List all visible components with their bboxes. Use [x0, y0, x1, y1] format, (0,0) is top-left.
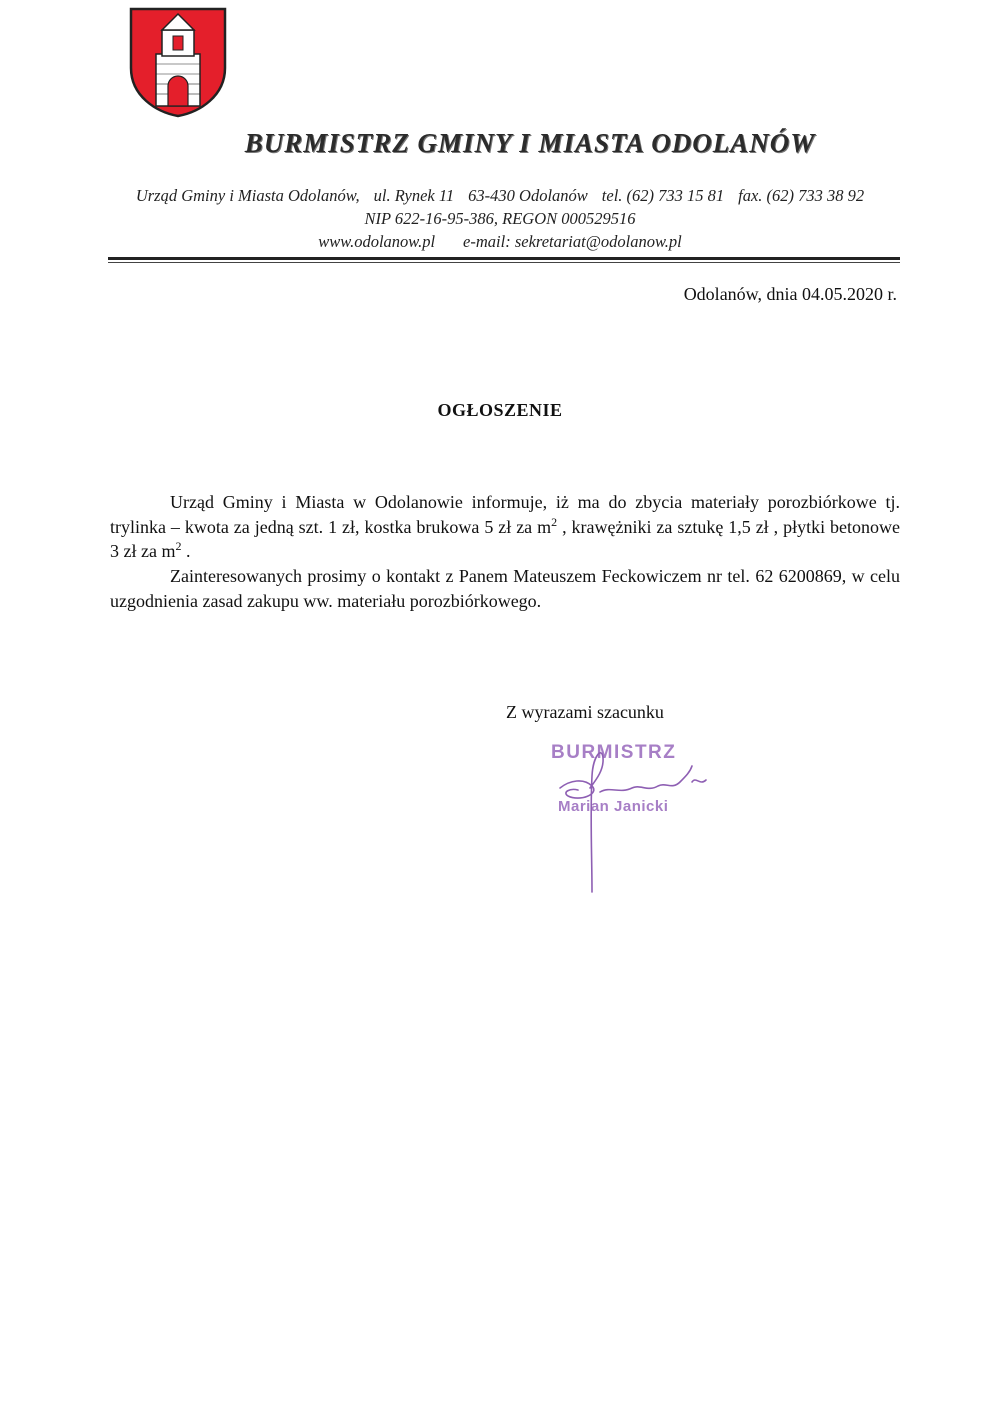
announcement-heading: OGŁOSZENIE: [437, 400, 563, 420]
office-fax: fax. (62) 733 38 92: [738, 186, 865, 205]
office-postcode: 63-430 Odolanów: [468, 186, 588, 205]
office-name: Urząd Gminy i Miasta Odolanów,: [135, 186, 360, 205]
letterhead-title: BURMISTRZ GMINY I MIASTA ODOLANÓW: [244, 128, 816, 158]
closing-phrase: Z wyrazami szacunku: [506, 702, 664, 722]
superscript-unit: 2: [551, 514, 558, 529]
letterhead-divider: [108, 257, 900, 260]
handwritten-signature: [540, 736, 740, 896]
paragraph-materials: [110, 490, 900, 564]
date-line: Odolanów, dnia 04.05.2020 r.: [683, 284, 897, 304]
coat-of-arms-logo: [128, 6, 228, 118]
office-street: ul. Rynek 11: [373, 186, 455, 205]
letterhead-contact-line: [100, 186, 900, 206]
paragraph-materials-text-3: .: [185, 541, 191, 562]
letterhead-divider-thin: [108, 262, 900, 263]
superscript-unit: 2: [175, 539, 182, 554]
paragraph-contact: Zainteresowanych prosimy o kontakt z Panem Mateuszem Feckowiczem nr tel. 62 6200869, w celu uzgodnienia zasad zakupu ww. materiału porozbiórkowego.: [110, 566, 900, 611]
office-phone: tel. (62) 733 15 81: [601, 186, 725, 205]
letterhead-registry-line: [100, 209, 900, 229]
office-nip: NIP 622-16-95-386,: [364, 209, 498, 228]
stamp-title: BURMISTRZ: [551, 742, 677, 763]
paragraph-materials-text-1: Urząd Gminy i Miasta w Odolanowie informuje, iż ma do zbycia materiały porozbiórkowe tj. trylinka – kwota za jedną szt. 1 zł, kostka brukowa 5 zł za m: [110, 492, 900, 537]
office-website: www.odolanow.pl: [318, 232, 436, 251]
office-email: e-mail: sekretariat@odolanow.pl: [463, 232, 682, 251]
announcement-body: [110, 490, 900, 614]
office-regon: REGON 000529516: [502, 209, 636, 228]
stamp-name: Marian Janicki: [558, 798, 669, 815]
paragraph-materials-text-2: , krawężniki za sztukę 1,5 zł , płytki betonowe 3 zł za m: [110, 516, 900, 562]
letterhead-web-line: [100, 232, 900, 252]
